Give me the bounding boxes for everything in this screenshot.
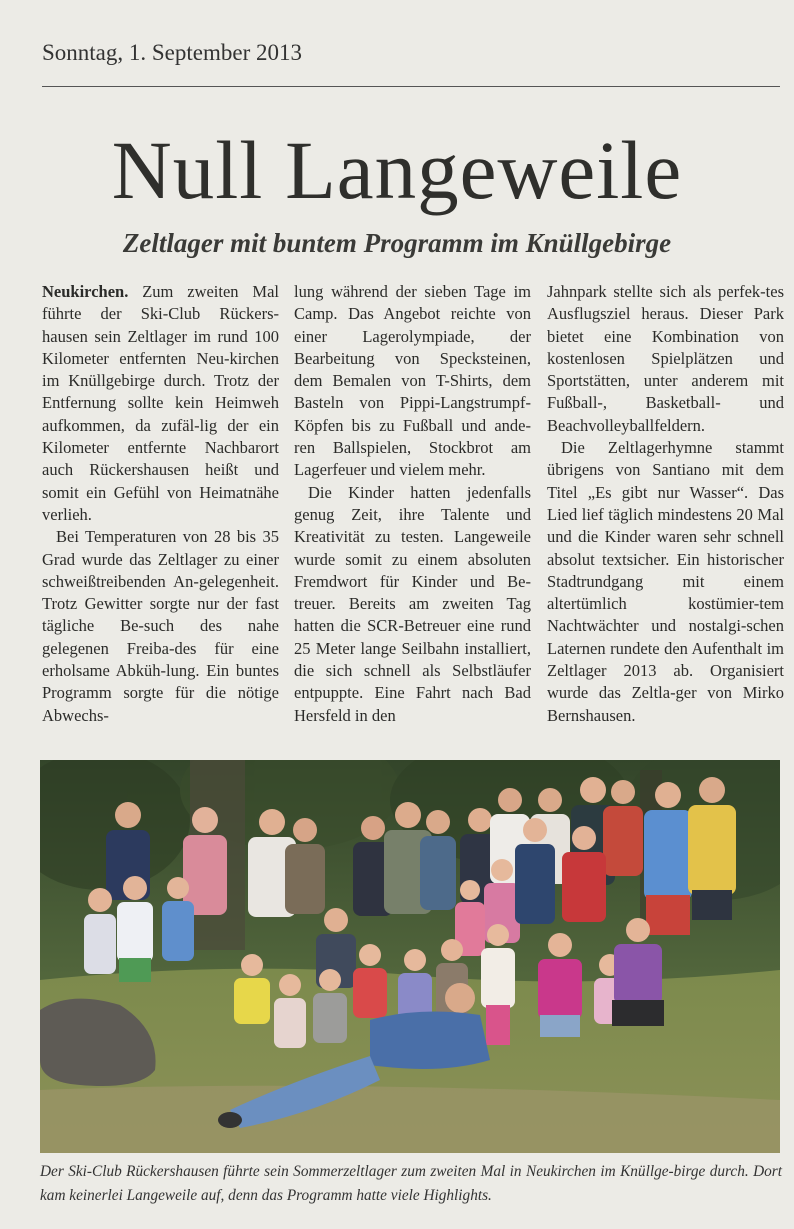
date-line: Sonntag, 1. September 2013 bbox=[42, 40, 302, 65]
paragraph: Die Zeltlagerhymne stammt übrigens von Santiano mit dem Titel „Es gibt nur Wasser“. Das Lied lief täglich mindestens 20 Mal und die Kinder waren sehr schnell absolut textsicher. Ein historischer Stadtrundgang mit einem altertümlich kostümier-tem Nachtwächter und nostalgi-schen Laternen rundete den Aufenthalt im Zeltlager 2013 ab. Organisiert wurde das Zeltla-ger von Mirko Bernshausen. bbox=[547, 438, 784, 725]
article-column-2 bbox=[294, 281, 531, 727]
group-photo bbox=[40, 760, 780, 1153]
article-column-1 bbox=[42, 281, 279, 727]
article-column-3 bbox=[547, 281, 784, 727]
photo-caption bbox=[40, 1160, 782, 1208]
headline: Null Langeweile bbox=[111, 124, 683, 216]
subtitle: Zeltlager mit buntem Programm im Knüllgebirge bbox=[122, 228, 672, 258]
paragraph: Jahnpark stellte sich als perfek-tes Ausflugsziel heraus. Dieser Park bietet eine Kombination von kostenlosen Spielplätzen und Sportstätten, unter anderem mit Fußball-, Basketball- und Beachvolleyballfeldern. bbox=[547, 282, 784, 435]
paragraph: Die Kinder hatten jedenfalls genug Zeit, ihre Talente und Kreativität zu testen. Langeweile wurde somit zu einem absoluten Fremdwort für Kinder und Be-treuer. Bereits am zweiten Tag hatten die SCR-Betreuer eine rund 25 Meter lange Seilbahn installiert, die sich schnell als Selbstläufer entpuppte. Eine Fahrt nach Bad Hersfeld in den bbox=[294, 482, 531, 725]
paragraph bbox=[42, 281, 279, 526]
paragraph: Bei Temperaturen von 28 bis 35 Grad wurde das Zeltlager zu einer schweißtreibenden An-gelegenheit. Trotz Gewitter sorgte nur der fast tägliche Be-such des nahe gelegenen Freiba-des für eine erholsame Abküh-lung. Ein buntes Programm sorgte für die nötige Abwechs- bbox=[42, 527, 279, 725]
paragraph: lung während der sieben Tage im Camp. Das Angebot reichte von einer Lagerolympiade, der Bearbeitung von Specksteinen, dem Bemalen von T-Shirts, dem Basteln von Pippi-Langstrumpf-Köpfen bis zu Fußball und ande-ren Ballspielen, Stockbrot am Lagerfeuer und vielem mehr. bbox=[294, 282, 531, 480]
caption-text: Der Ski-Club Rückershausen führte sein Sommerzeltlager zum zweiten Mal in Neukirchen im Knüllge-birge durch. Dort kam keinerlei Langeweile auf, denn das Programm hatte viele Highlights. bbox=[40, 1163, 782, 1204]
article-body bbox=[42, 281, 782, 751]
group-photo-illustration bbox=[40, 760, 780, 1153]
header-rule bbox=[42, 86, 780, 87]
paragraph-text: Zum zweiten Mal führte der Ski-Club Rückers-hausen sein Zeltlager im rund 100 Kilometer entfernten Neu-kirchen im Knüllgebirge durch. Trotz der Entfernung sollte kein Heimweh aufkommen, da zufäl-lig der ein Kilometer entfernte Nachbarort auch Rückershausen heißt und somit ein Gefühl von Heimatnähe verlieh. bbox=[42, 282, 279, 524]
place-name: Neukirchen. bbox=[42, 282, 129, 301]
